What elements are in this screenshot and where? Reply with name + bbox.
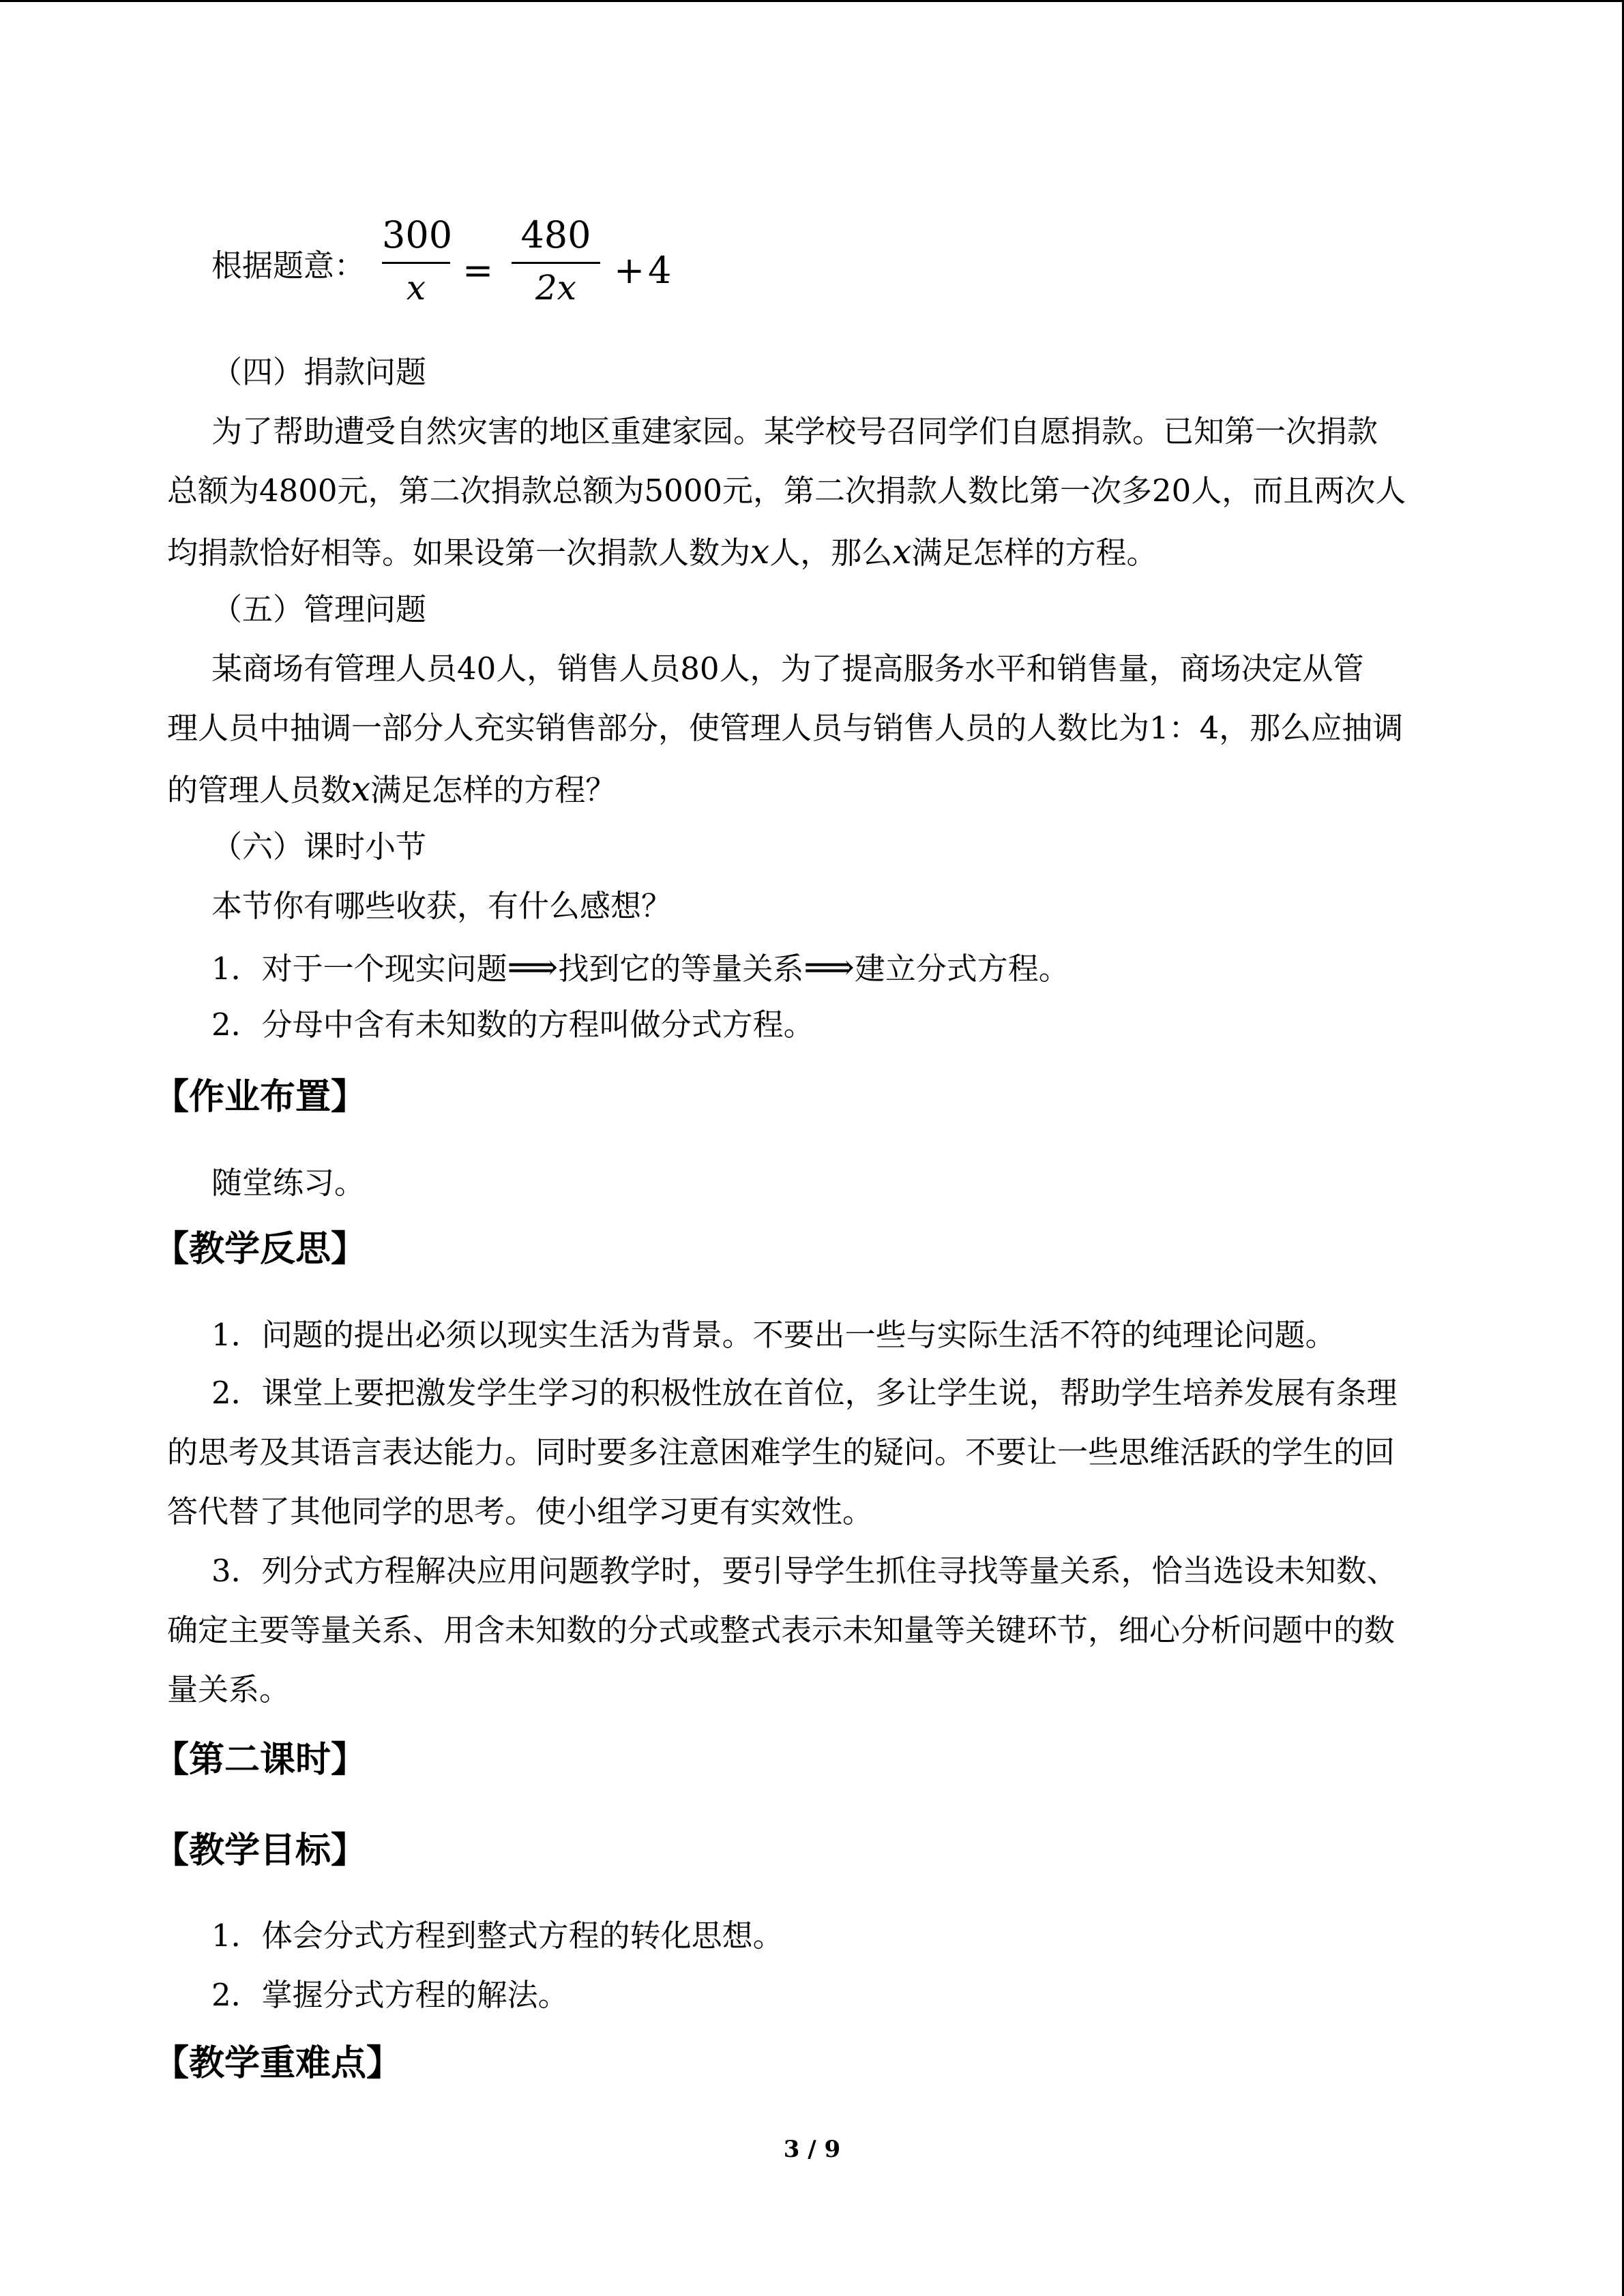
section4-line3 bbox=[167, 532, 1157, 571]
reflection-p2-line2: 的思考及其语言表达能力。同时要多注意困难学生的疑问。不要让一些思维活跃的学生的回 bbox=[167, 1434, 1396, 1470]
equation-label: 根据题意： bbox=[211, 248, 366, 284]
text-run: 找到它的等量关系 bbox=[558, 951, 804, 987]
reflection-heading: 【教学反思】 bbox=[153, 1229, 367, 1270]
text-run: 满足怎样的方程？ bbox=[370, 772, 617, 808]
page-border-top bbox=[0, 0, 1624, 2]
objectives-item1: 1．体会分式方程到整式方程的转化思想。 bbox=[211, 1918, 784, 1954]
section6-title: （六）课时小节 bbox=[211, 829, 427, 865]
reflection-p2-line1: 2．课堂上要把激发学生学习的积极性放在首位，多让学生说，帮助学生培养发展有条理 bbox=[211, 1375, 1398, 1411]
reflection-p3-line1: 3．列分式方程解决应用问题教学时，要引导学生抓住寻找等量关系，恰当选设未知数、 bbox=[211, 1553, 1398, 1589]
homework-heading: 【作业布置】 bbox=[153, 1077, 367, 1118]
page-number: 3 / 9 bbox=[783, 2136, 841, 2163]
fraction-numerator: 480 bbox=[520, 213, 591, 256]
implies-arrow-icon: ⟹ bbox=[507, 947, 559, 988]
section5-line2: 理人员中抽调一部分人充实销售部分，使管理人员与销售人员的人数比为1：4，那么应抽调 bbox=[167, 710, 1404, 746]
section5-line3 bbox=[167, 769, 617, 809]
plus-sign: + bbox=[614, 249, 645, 292]
variable-x: x bbox=[351, 769, 371, 809]
fraction-denominator: 2x bbox=[535, 268, 576, 308]
reflection-p3-line3: 量关系。 bbox=[167, 1671, 291, 1708]
text-run: 均捐款恰好相等。如果设第一次捐款人数为 bbox=[167, 535, 751, 571]
reflection-p1: 1．问题的提出必须以现实生活为背景。不要出一些与实际生活不符的纯理论问题。 bbox=[211, 1317, 1336, 1353]
implies-arrow-icon: ⟹ bbox=[803, 947, 855, 988]
variable-x: x bbox=[892, 532, 912, 571]
section4-line1: 为了帮助遭受自然灾害的地区重建家园。某学校号召同学们自愿捐款。已知第一次捐款 bbox=[211, 413, 1378, 449]
text-run: 1．对于一个现实问题 bbox=[211, 951, 507, 987]
objectives-heading: 【教学目标】 bbox=[153, 1830, 367, 1871]
section4-line2: 总额为4800元，第二次捐款总额为5000元，第二次捐款人数比第一次多20人，而且两次人 bbox=[167, 473, 1406, 509]
variable-x: x bbox=[750, 532, 770, 571]
objectives-item2: 2．掌握分式方程的解法。 bbox=[211, 1977, 569, 2013]
section6-item1 bbox=[211, 947, 1069, 988]
fraction-480-over-2x bbox=[512, 213, 600, 308]
equals-sign: = bbox=[462, 249, 494, 292]
text-run: 建立分式方程。 bbox=[854, 951, 1069, 987]
keypoints-heading: 【教学重难点】 bbox=[153, 2043, 402, 2084]
fraction-denominator: x bbox=[406, 268, 426, 308]
equation-constant: 4 bbox=[648, 249, 672, 292]
section5-title: （五）管理问题 bbox=[211, 591, 427, 627]
section5-line1: 某商场有管理人员40人，销售人员80人，为了提高服务水平和销售量，商场决定从管 bbox=[211, 651, 1364, 687]
homework-text: 随堂练习。 bbox=[211, 1165, 366, 1201]
section6-item2: 2．分母中含有未知数的方程叫做分式方程。 bbox=[211, 1007, 814, 1043]
text-run: 人，那么 bbox=[769, 535, 893, 571]
fraction-bar bbox=[512, 262, 600, 264]
reflection-p2-line3: 答代替了其他同学的思考。使小组学习更有实效性。 bbox=[167, 1493, 874, 1530]
fraction-bar bbox=[382, 262, 450, 264]
lesson2-heading: 【第二课时】 bbox=[153, 1740, 367, 1780]
section6-question: 本节你有哪些收获，有什么感想？ bbox=[211, 888, 673, 924]
text-run: 满足怎样的方程。 bbox=[911, 535, 1157, 571]
fraction-300-over-x bbox=[382, 213, 453, 308]
text-run: 的管理人员数 bbox=[167, 772, 352, 808]
fraction-numerator: 300 bbox=[382, 213, 453, 256]
section4-title: （四）捐款问题 bbox=[211, 354, 427, 390]
reflection-p3-line2: 确定主要等量关系、用含未知数的分式或整式表示未知量等关键环节，细心分析问题中的数 bbox=[167, 1612, 1396, 1648]
